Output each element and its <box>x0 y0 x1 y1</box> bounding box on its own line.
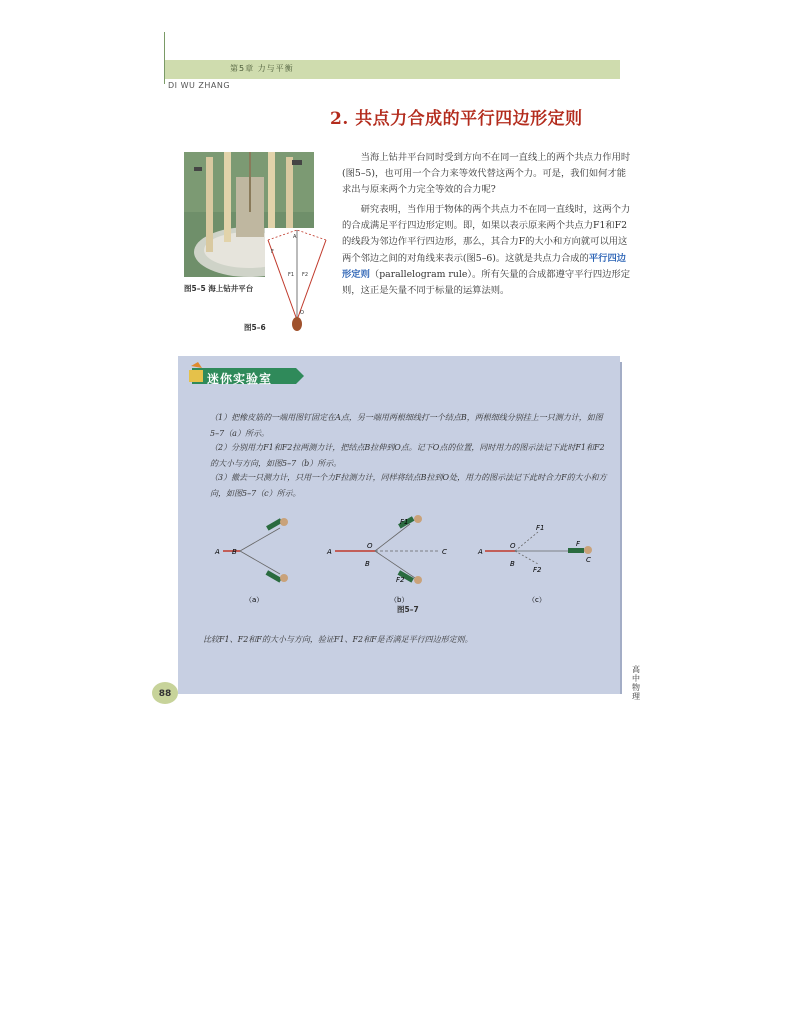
label-A: A <box>293 234 297 240</box>
keyword-parallelogram-rule: 平行四边形定则 <box>342 252 627 280</box>
paragraph-rule-tail: （parallelogram rule）。所有矢量的合成都遵守平行四边形定则，这正是矢量不同于标量的运算法则。 <box>342 268 631 297</box>
paragraph-rule-text: 研究表明，当作用于物体的两个共点力不在同一直线时，这两个力的合成满足平行四边形定则。即，如果以表示原来两个共点力F1和F2的线段为邻边作平行四边形，那么，其合力F的大小和方向就可以用这两个邻边之间的对角线来表示(图5–6)。这就是共点力合成的 <box>342 204 631 264</box>
fig-5-7c <box>477 524 592 604</box>
figure-5-7-caption: 图5–7 <box>397 605 419 614</box>
page-number: 88 <box>158 689 172 699</box>
label-c-A: A <box>478 548 483 556</box>
label-O: O <box>300 310 304 316</box>
label-c-C: C <box>586 556 591 564</box>
paragraph-rule <box>342 202 632 299</box>
label-F2: F2 <box>302 272 309 278</box>
label-a-B: B <box>232 548 237 556</box>
label-c-B: B <box>510 560 515 568</box>
figure-5-7 <box>210 510 610 610</box>
label-b-B: B <box>365 560 370 568</box>
label-F1: F1 <box>288 272 295 278</box>
label-c-O: O <box>510 542 516 550</box>
label-c-F1: F1 <box>536 524 545 532</box>
chapter-pinyin: DI WU ZHANG <box>168 81 231 90</box>
section-title: 2. 共点力合成的平行四边形定则 <box>330 109 583 129</box>
label-b-F1: F1 <box>400 518 409 526</box>
lab-step-1: （1）把橡皮筋的一端用图钉固定在A点，另一端用两根细线打一个结点B，两根细线分别挂上一只测力计，如图5–7（a）所示。 <box>210 413 603 438</box>
fig-5-7b <box>326 515 447 604</box>
label-c-F2: F2 <box>533 566 542 574</box>
mini-lab-title: 迷你实验室 <box>207 372 273 386</box>
lab-compare-text: 比较F1、F2和F的大小与方向，验证F1、F2和F是否满足平行四边形定则。 <box>203 635 473 644</box>
sub-c: （c） <box>528 596 546 604</box>
page-number-badge <box>150 680 180 706</box>
label-b-A: A <box>327 548 332 556</box>
lab-step-3: （3）撤去一只测力计，只用一个力F拉测力计，同样将结点B拉到O处，用力的图示法记下此时合力F的大小和方向，如图5–7（c）所示。 <box>210 473 607 498</box>
label-F: F <box>271 249 274 255</box>
label-b-C: C <box>442 548 447 556</box>
fig-5-7a <box>214 518 288 604</box>
sub-a: （a） <box>245 596 264 604</box>
lab-step-2: （2）分别用力F1和F2拉两测力计，把结点B拉伸到O点。记下O点的位置，同时用力的图示法记下此时F1和F2的大小与方向，如图5–7（b）所示。 <box>210 443 605 468</box>
subject-sidebar: 高中物理 <box>632 665 640 701</box>
sub-b: （b） <box>390 596 409 604</box>
paragraph-intro: 当海上钻井平台同时受到方向不在同一直线上的两个共点力作用时(图5–5)，也可用一个合力来等效代替这两个力。可是，我们如何才能求出与原来两个力完全等效的合力呢? <box>342 152 631 196</box>
label-a-A: A <box>215 548 220 556</box>
label-c-F: F <box>576 540 581 548</box>
chapter-label: 第5章 力与平衡 <box>230 64 294 73</box>
label-b-F2: F2 <box>396 576 405 584</box>
figure-5-6-caption: 图5–6 <box>244 323 266 332</box>
label-b-O: O <box>367 542 373 550</box>
parallelogram-diagram <box>265 228 330 333</box>
figure-5-5-caption: 图5–5 海上钻井平台 <box>184 284 254 293</box>
